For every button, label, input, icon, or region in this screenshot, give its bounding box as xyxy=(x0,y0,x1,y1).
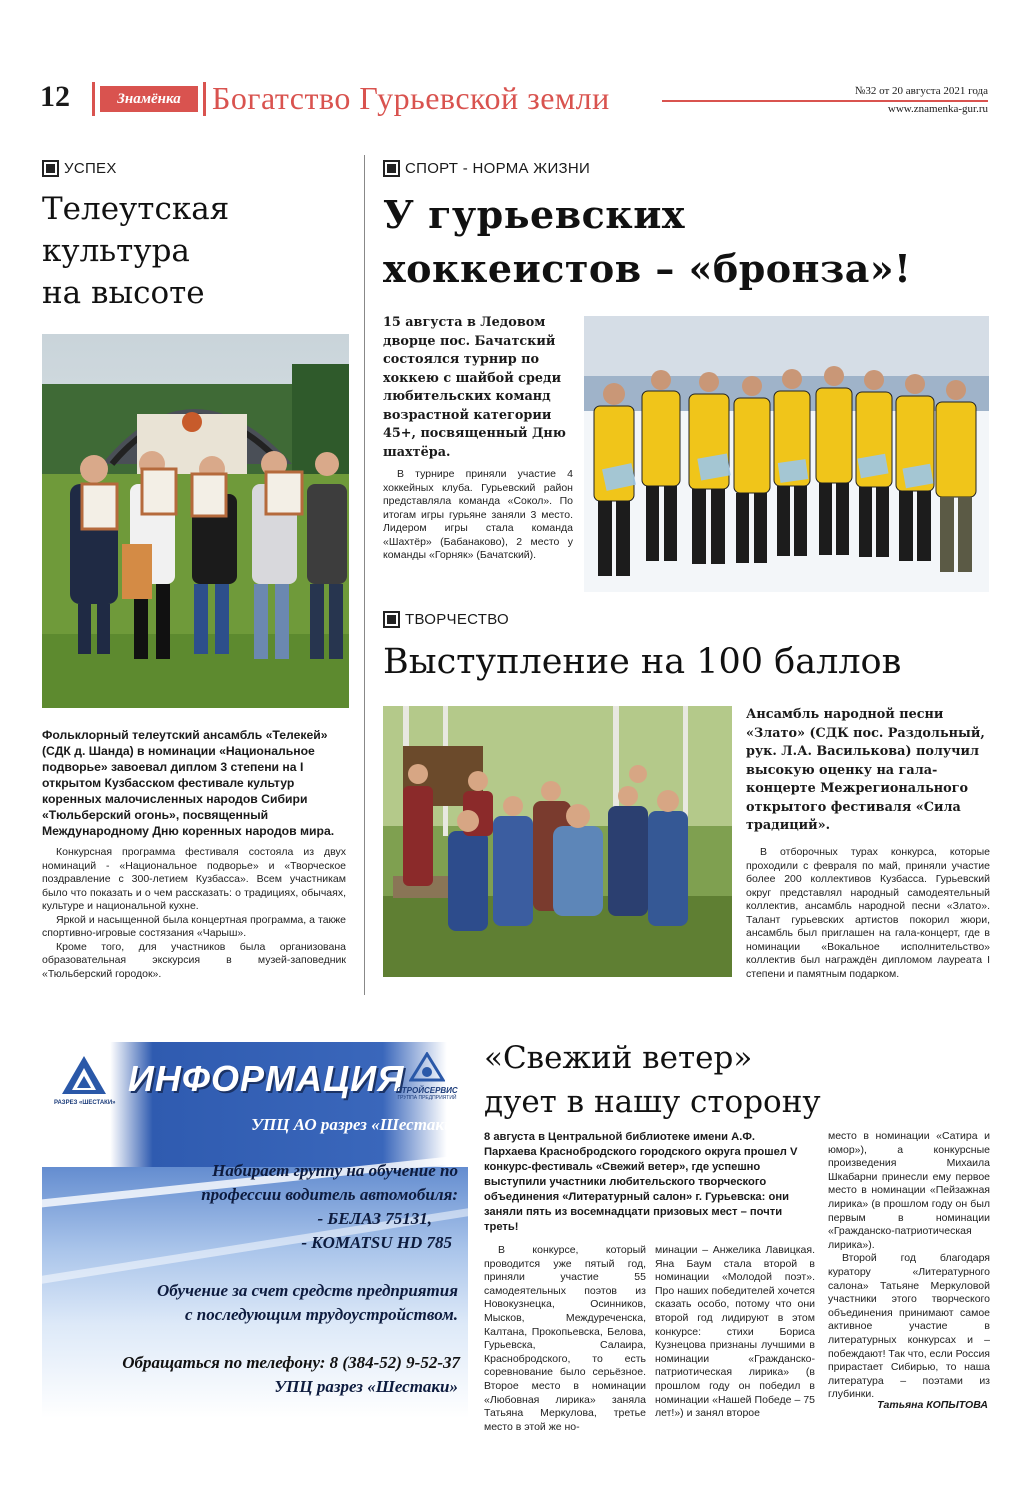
title-line: «Свежий ветер» xyxy=(484,1040,753,1076)
ad-text-line: - БЕЛАЗ 75131, xyxy=(317,1209,432,1228)
ad-logo-left xyxy=(54,1054,114,1106)
ad-phone[interactable]: Обращаться по телефону: 8 (384-52) 9-52-37 xyxy=(122,1353,460,1372)
body-paragraph: Второй год благодаря куратору «Литературного салона» Татьяне Меркуловой участники этого творческого объединения принимают самое активное участие в литературных конкурсах и – побеждают! Так что, если Россия прирастает Сибирью, то наша литература – поэтами из глубинки. xyxy=(828,1252,990,1401)
site-url[interactable]: www.znamenka-gur.ru xyxy=(887,103,988,115)
section-title: Богатство Гурьевской земли xyxy=(212,80,610,116)
title-line: культура xyxy=(42,233,190,269)
article-lead: Ансамбль народной песни «Злато» (СДК пос. Раздольный, рук. Л.А. Василькова) получил высокую оценку на гала-концерте Межрегионального открытого фестиваля «Сила традиций». xyxy=(746,707,985,833)
ad-text-line: Набирает группу на обучение по xyxy=(212,1161,458,1180)
article-body xyxy=(383,468,573,563)
title-line: дует в нашу сторону xyxy=(484,1084,821,1120)
body-paragraph: В отборочных турах конкурса, которые проходили с февраля по май, приняли участие более 200 коллективов Кузбасса. Гурьевский округ представлял народный самодеятельный коллектив, ансамбль народной песни «Злато». Талант гурьевских артистов покорил жюри, ансамбль был приглашен на гала-концерт, где в номинации «Вокальное исполнительство» коллектив был награждён дипломом лауреата I степени и памятным подарком. xyxy=(746,846,990,980)
issue-date: №32 от 20 августа 2021 года xyxy=(854,85,988,97)
column-divider xyxy=(364,155,365,995)
rubric-square-icon xyxy=(383,611,400,628)
author-byline: Татьяна КОПЫТОВА xyxy=(877,1399,988,1411)
rubric-success xyxy=(42,160,117,177)
header-divider xyxy=(203,82,206,116)
header-rule xyxy=(662,100,988,102)
body-paragraph: Кроме того, для участников была организована образовательная экскурсия в музей-заповедник «Тюльберский городок». xyxy=(42,940,346,980)
article-title xyxy=(42,188,229,314)
rubric-square-icon xyxy=(42,160,59,177)
header-divider xyxy=(92,82,95,116)
article-body xyxy=(42,846,346,981)
body-paragraph: место в номинации «Сатира и юмор»), а конкурсные произведения Михаила Шкабарни принесли ему первое место в номинации «Пейзажная лирика» (в прошлом году он был первым в номинации «Гражданско-патриотическая лирика»). xyxy=(828,1130,990,1251)
title-line: Телеутская xyxy=(42,191,230,227)
rubric-label: УСПЕХ xyxy=(64,160,117,177)
ad-text-line: - KOMATSU HD 785 xyxy=(301,1233,452,1252)
article-title xyxy=(484,1036,821,1124)
body-paragraph: Яркой и насыщенной была концертная программа, а также спортивно-игровые состязания «Чарыш». xyxy=(42,913,346,939)
article-title: Выступление на 100 баллов xyxy=(383,642,902,682)
article-lead: 15 августа в Ледовом дворце пос. Бачатский состоялся турнир по хоккею с шайбой среди любительских команд возрастной категории 45+, посвященный Дню шахтёра. xyxy=(383,315,566,460)
page-number: 12 xyxy=(40,80,70,113)
body-paragraph: В конкурсе, который проводится уже пятый год, приняли участие 55 самодеятельных поэтов из Новокузнецка, Осинников, Мысков, Междуреченска, Калтана, Прокопьевска, Белова, Гурьевска, Салаира, Краснобродского, то есть соревнование было серьёзное. Второе место в номинации «Любовная лирика» заняла Татьяна Меркулова, третье место в этой же но- xyxy=(484,1244,646,1433)
body-paragraph: Конкурсная программа фестиваля состояла из двух номинаций - «Национальное подворье» и «Творческое поздравление с 300-летием Кузбасса». Всем участникам было что показать и о чем рассказать: о традициях, обычаях, культуре и национальной кухне. xyxy=(42,846,346,912)
ad-logo-left-text: РАЗРЕЗ «ШЕСТАКИ» xyxy=(54,1100,116,1106)
title-line: У гурьевских xyxy=(383,192,686,237)
rubric-square-icon xyxy=(383,160,400,177)
rubric-label: СПОРТ - НОРМА ЖИЗНИ xyxy=(405,160,591,177)
article-lead: Фольклорный телеутский ансамбль «Телекей» (СДК д. Шанда) в номинации «Национальное подворье» завоевал диплом 3 степени на I открытом Кузбасском фестивале культур коренных малочисленных народов Сибири «Тюльберский огонь», посвященный Международному Дню коренных народов мира. xyxy=(42,728,335,838)
ad-heading: ИНФОРМАЦИЯ xyxy=(128,1058,405,1099)
article-title xyxy=(383,188,911,296)
ad-text-line: Обучение за счет средств предприятия xyxy=(157,1281,458,1300)
rubric-creativity xyxy=(383,611,509,628)
ad-text-line: с последующим трудоустройством. xyxy=(184,1305,458,1324)
article-lead: 8 августа в Центральной библиотеке имени А.Ф. Пархаева Краснобродского городского округа прошел V конкурс-фестиваль «Свежий ветер», где успешно выступили участники любительского творческого объединения «Литературный салон» г. Гурьевска: они заняли пять из восемнадцати призовых мест – почти треть! xyxy=(484,1131,798,1233)
title-line: на высоте xyxy=(42,275,205,311)
article-column-3 xyxy=(828,1130,990,1402)
shestaki-logo-icon xyxy=(60,1054,108,1096)
rubric-label: ТВОРЧЕСТВО xyxy=(405,611,510,628)
ad-logo-right xyxy=(392,1052,462,1101)
ad-text-line: УПЦ разрез «Шестаки» xyxy=(274,1377,458,1396)
article-body xyxy=(746,846,990,981)
advertisement-block[interactable] xyxy=(42,1042,468,1418)
ad-logo-right-sub: ГРУППА ПРЕДПРИЯТИЙ xyxy=(397,1095,457,1101)
photo-hockey-team xyxy=(584,316,989,592)
ad-org: УПЦ АО разрез «Шестаки» xyxy=(251,1115,462,1134)
article-column-1 xyxy=(484,1244,646,1434)
photo-teleut-ensemble xyxy=(42,334,349,708)
ad-text-line: профессии водитель автомобиля: xyxy=(201,1185,458,1204)
stroyservice-logo-icon xyxy=(409,1052,445,1082)
article-column-2 xyxy=(655,1244,815,1421)
newspaper-logo[interactable]: Знамёнка xyxy=(100,86,198,112)
ad-logo-right-text: СТРОЙСЕРВИС xyxy=(396,1086,458,1095)
photo-zlato-ensemble xyxy=(383,706,732,977)
title-line: хоккеистов – «бронза»! xyxy=(383,246,912,291)
rubric-sport xyxy=(383,160,590,177)
body-paragraph: В турнире приняли участие 4 хоккейных клуба. Гурьевский район представляла команда «Сокол». По итогам игры гурьяне заняли 3 место. Лидером игры стала команда «Шахтёр» (Бабанаково), 2 место у команды «Горняк» (Бачатский). xyxy=(383,468,573,561)
body-paragraph: минации – Анжелика Лавицкая. Яна Баум стала второй в номинации «Молодой поэт». Про наших победителей хочется сказать особо, потому что они второй год лидируют в этом конкурсе: стихи Бориса Кузнецова признаны лучшими в номинации «Гражданско-патриотическая лирика» (в прошлом году он победил в номинации «Нашей Победе – 75 лет!») и занял второе xyxy=(655,1244,815,1420)
